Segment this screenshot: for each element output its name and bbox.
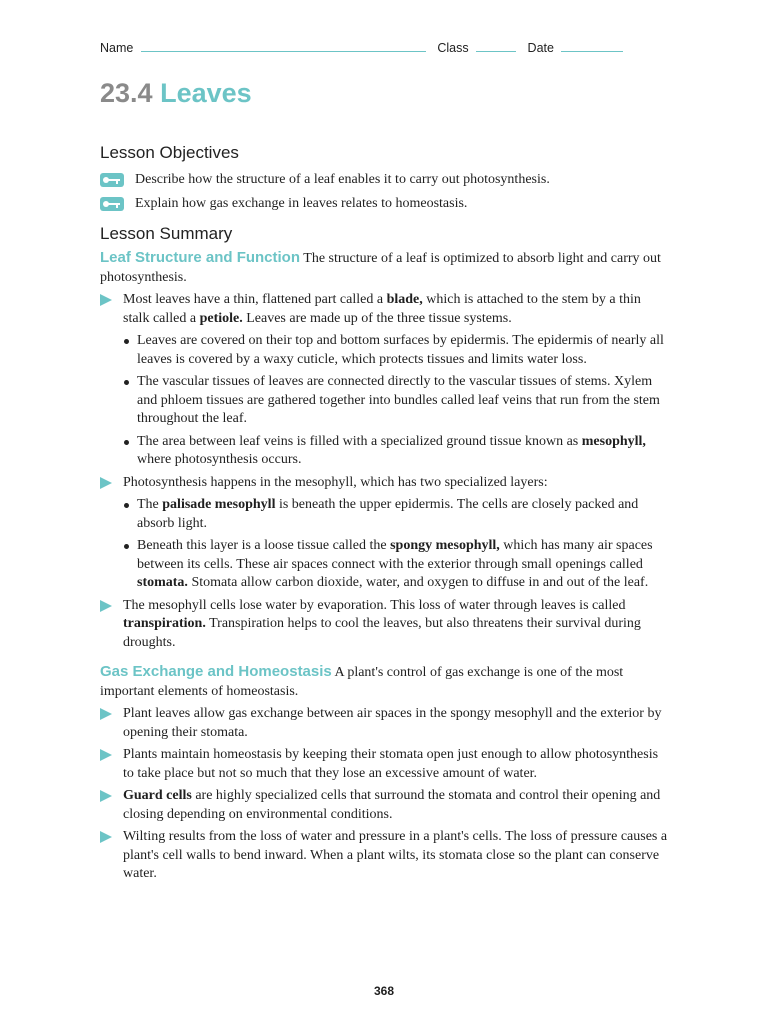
date-field[interactable] [561,39,623,52]
name-label: Name [100,41,134,55]
triangle-bullet-icon [100,600,112,612]
gas-subheading: Gas Exchange and Homeostasis [100,663,332,680]
sub-point: The palisade mesophyll is beneath the upper epidermis. The cells are closely packed and absorb light. [100,496,670,533]
summary-point: Plant leaves allow gas exchange between air spaces in the spongy mesophyll and the exterior by opening their stomata. [100,705,670,742]
sub-point: Beneath this layer is a loose tissue called the spongy mesophyll, which has many air spaces between its cells. These air spaces connect with the exterior through small openings called stomata. Stomata allow carbon dioxide, water, and oxygen to diffuse in and out of the leaf. [100,537,670,593]
page-number: 368 [373,984,395,998]
page-title [100,78,252,109]
summary-heading: Lesson Summary [100,224,233,243]
bullet-dot-icon [124,380,129,385]
bullet-dot-icon [124,440,129,445]
triangle-bullet-icon [100,708,112,720]
triangle-bullet-icon [100,831,112,843]
bullet-dot-icon [124,503,129,508]
summary-point: Plants maintain homeostasis by keeping their stomata open just enough to allow photosynthesis to take place but not so much that they lose an excessive amount of water. [100,746,670,783]
gas-exchange-section [100,663,670,884]
triangle-bullet-icon [100,749,112,761]
summary-point: Guard cells are highly specialized cells that surround the stomata and control their opening and closing depending on environmental conditions. [100,787,670,824]
summary-point: Photosynthesis happens in the mesophyll, which has two specialized layers: [100,474,670,493]
triangle-bullet-icon [100,790,112,802]
class-field[interactable] [476,39,516,52]
sub-point: Leaves are covered on their top and bottom surfaces by epidermis. The epidermis of nearly all leaves is covered by a waxy cuticle, which protects tissues and limits water loss. [100,332,670,369]
worksheet-header [100,39,631,55]
leaf-structure-section [100,249,670,652]
sub-point: The vascular tissues of leaves are connected directly to the vascular tissues of stems. Xylem and phloem tissues are gathered together into bundles called leaf veins that run from the stem throughout the leaf. [100,373,670,429]
key-icon [100,173,124,187]
class-label: Class [437,41,469,55]
summary-point: Wilting results from the loss of water and pressure in a plant's cells. The loss of pressure causes a plant's cell walls to bend inward. When a plant wilts, its stomata close so the plant can conserve water. [100,828,670,884]
objective-text: Describe how the structure of a leaf enables it to carry out photosynthesis. [135,172,550,187]
triangle-bullet-icon [100,294,112,306]
triangle-bullet-icon [100,477,112,489]
leaf-intro-paragraph: Leaf Structure and Function The structure of a leaf is optimized to absorb light and carry out photosynthesis. [100,249,661,285]
objective-text: Explain how gas exchange in leaves relates to homeostasis. [135,196,468,211]
date-label: Date [527,41,554,55]
bullet-dot-icon [124,544,129,549]
lesson-number: 23.4 [100,78,153,108]
gas-intro-paragraph: Gas Exchange and Homeostasis A plant's control of gas exchange is one of the most important elements of homeostasis. [100,663,624,699]
leaf-subheading: Leaf Structure and Function [100,249,301,266]
summary-point: The mesophyll cells lose water by evaporation. This loss of water through leaves is called transpiration. Transpiration helps to cool the leaves, but also threatens their survival during droughts. [100,597,670,653]
objectives-heading: Lesson Objectives [100,143,239,162]
summary-point: Most leaves have a thin, flattened part called a blade, which is attached to the stem by a thin stalk called a petiole. Leaves are made up of the three tissue systems. [100,291,670,328]
bullet-dot-icon [124,339,129,344]
name-field[interactable] [141,39,426,52]
lesson-title: Leaves [160,78,252,108]
sub-point: The area between leaf veins is filled with a specialized ground tissue known as mesophyll, where photosynthesis occurs. [100,433,670,470]
key-icon [100,197,124,211]
